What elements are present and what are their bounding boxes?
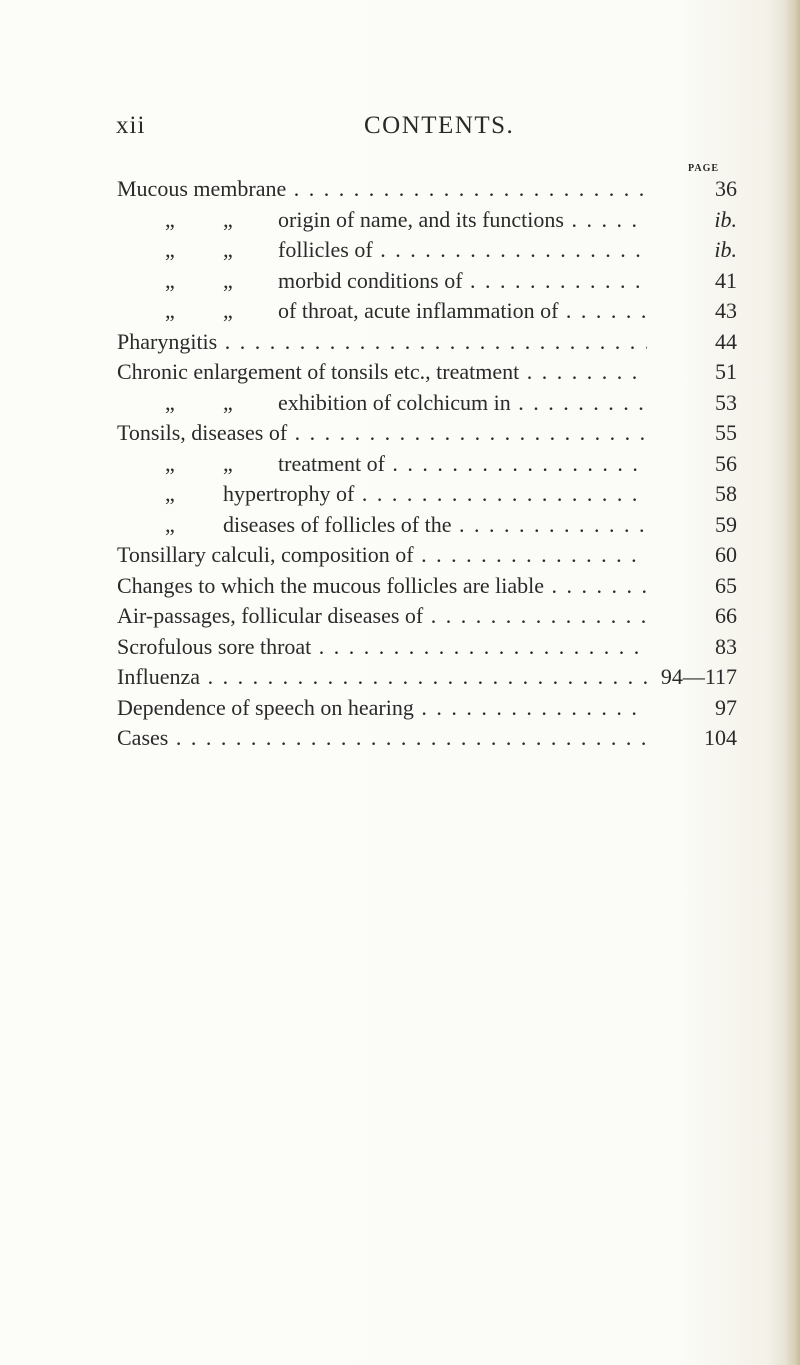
toc-entry-text: Cases — [117, 725, 169, 750]
toc-entry-title — [117, 540, 647, 571]
toc-entry — [117, 449, 737, 480]
toc-entry-text: treatment of — [278, 450, 385, 476]
toc-entry-title — [117, 571, 647, 602]
toc-entry — [117, 540, 737, 571]
toc-entry-page: 58 — [715, 481, 737, 506]
toc-entry — [117, 693, 737, 724]
ditto-mark: „ — [165, 450, 175, 476]
toc-entry — [117, 632, 737, 663]
toc-entry — [117, 510, 737, 541]
toc-entry-title — [117, 266, 647, 297]
toc-entry-page: ib. — [714, 206, 737, 232]
ditto-mark: „ — [223, 267, 233, 293]
page-number: xii — [116, 112, 146, 139]
toc-entry-page: 44 — [715, 328, 737, 354]
ditto-mark: „ — [165, 481, 175, 506]
toc-entry — [117, 327, 737, 358]
toc-entry-title — [117, 235, 647, 266]
ditto-mark: „ — [165, 389, 175, 415]
toc-entry — [117, 388, 737, 419]
toc-entry — [117, 296, 737, 327]
toc-entry — [117, 479, 737, 510]
toc-entry — [117, 174, 737, 205]
toc-entry-text: Air-passages, follicular diseases of — [117, 603, 424, 628]
toc-entry-text: of throat, acute inflammation of — [278, 298, 559, 323]
toc-entry-title — [117, 449, 647, 480]
toc-entry-title — [117, 601, 647, 632]
page-header — [0, 112, 800, 152]
toc-entry-page: 59 — [715, 511, 737, 537]
ditto-mark: „ — [165, 206, 175, 232]
page-column-label: PAGE — [688, 163, 720, 174]
toc-entry-page: 51 — [715, 359, 737, 384]
toc-entry-text: morbid conditions of — [278, 267, 463, 293]
toc-entry-text: Scrofulous sore throat — [117, 633, 312, 659]
toc-entry-text: origin of name, and its functions — [278, 206, 564, 232]
toc-entry-title — [117, 510, 647, 541]
toc-entry — [117, 235, 737, 266]
running-head: CONTENTS. — [364, 112, 515, 139]
toc-entry — [117, 662, 737, 693]
toc-entry-text: Influenza — [117, 664, 201, 689]
toc-entry-text: Tonsils, diseases of — [117, 420, 288, 445]
ditto-mark: „ — [223, 450, 233, 476]
ditto-mark: „ — [223, 237, 233, 262]
toc-entry-title — [117, 662, 647, 693]
toc-entry-title — [117, 693, 647, 724]
toc-entry-title — [117, 479, 647, 510]
toc-entry — [117, 205, 737, 236]
toc-entry-page: 43 — [715, 298, 737, 323]
toc-entry-title — [117, 388, 647, 419]
toc-entry-text: Dependence of speech on hearing — [117, 694, 414, 720]
ditto-mark: „ — [223, 389, 233, 415]
toc-entry-title — [117, 296, 647, 327]
toc-entry — [117, 418, 737, 449]
toc-entry-page: 83 — [715, 633, 737, 659]
toc-entry-page: 55 — [715, 420, 737, 445]
toc-entry-page: 36 — [715, 176, 737, 201]
toc-entry-page: 60 — [715, 542, 737, 567]
toc-entry-title — [117, 327, 647, 358]
toc-entry-title — [117, 205, 647, 236]
ditto-mark: „ — [223, 206, 233, 232]
toc-entry-page: 97 — [715, 694, 737, 720]
contents-list — [117, 174, 737, 754]
toc-entry — [117, 357, 737, 388]
toc-entry-title — [117, 723, 647, 754]
toc-entry-page: 56 — [715, 450, 737, 476]
ditto-mark: „ — [165, 511, 175, 537]
toc-entry-page: ib. — [714, 237, 737, 262]
ditto-mark: „ — [165, 237, 175, 262]
toc-entry — [117, 723, 737, 754]
ditto-mark: „ — [165, 267, 175, 293]
ditto-mark: „ — [223, 298, 233, 323]
toc-entry-text: Tonsillary calculi, composition of — [117, 542, 414, 567]
toc-entry-text: exhibition of colchicum in — [278, 389, 511, 415]
page-edge-shadow — [786, 0, 800, 1365]
toc-entry-page: 53 — [715, 389, 737, 415]
toc-entry-page: 65 — [715, 572, 737, 598]
toc-entry-text: Changes to which the mucous follicles are liable — [117, 572, 545, 598]
toc-entry — [117, 571, 737, 602]
toc-entry-page: 94—117 — [660, 664, 737, 689]
toc-entry-text: Mucous membrane — [117, 176, 287, 201]
toc-entry-text: Pharyngitis — [117, 328, 218, 354]
toc-entry-title — [117, 174, 647, 205]
toc-entry-title — [117, 632, 647, 663]
toc-entry-title — [117, 418, 647, 449]
toc-entry — [117, 601, 737, 632]
toc-entry-text: follicles of — [278, 237, 373, 262]
toc-entry-title — [117, 357, 647, 388]
toc-entry-page: 66 — [715, 603, 737, 628]
toc-entry-text: hypertrophy of — [223, 481, 355, 506]
toc-entry-page: 104 — [704, 725, 737, 750]
toc-entry — [117, 266, 737, 297]
toc-entry-page: 41 — [715, 267, 737, 293]
toc-entry-text: Chronic enlargement of tonsils etc., treatment — [117, 359, 520, 384]
toc-entry-text: diseases of follicles of the — [223, 511, 452, 537]
ditto-mark: „ — [165, 298, 175, 323]
